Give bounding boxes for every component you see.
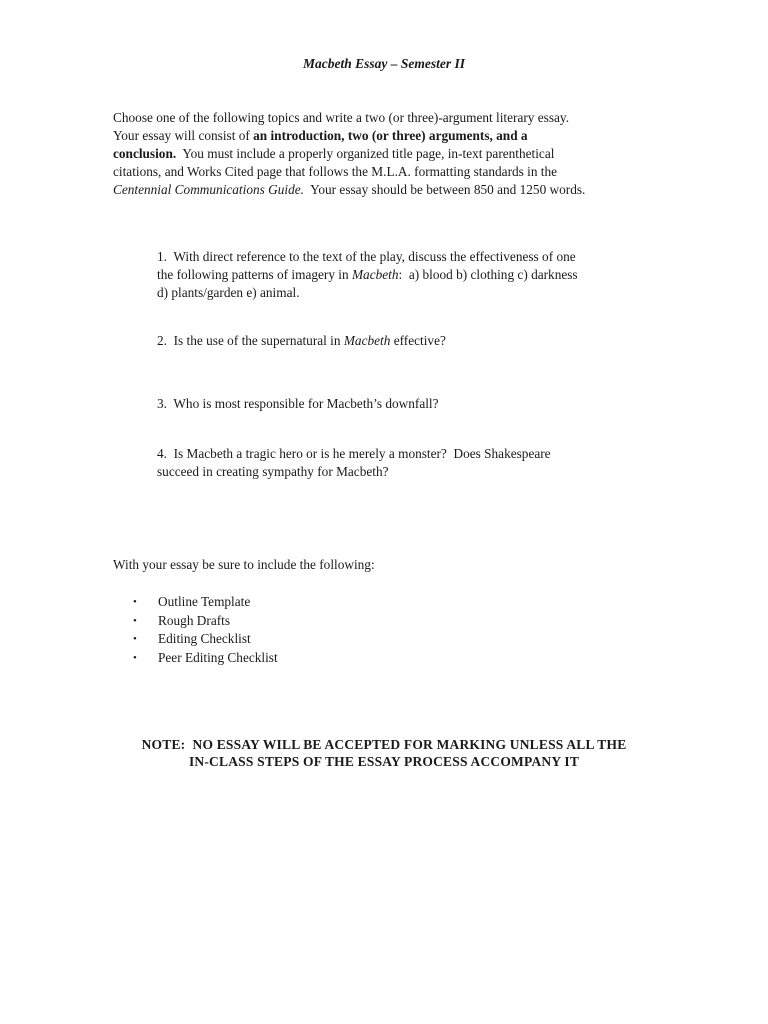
bullet-icon: •: [133, 633, 137, 645]
topic-3: [157, 395, 657, 413]
requirements-list: [113, 593, 278, 667]
instructions-line: [113, 181, 673, 199]
include-intro-text: With your essay be sure to include the following:: [113, 557, 375, 572]
topic-2: [157, 332, 657, 350]
list-item-label: Outline Template: [158, 594, 251, 609]
list-item-label: Rough Drafts: [158, 612, 231, 628]
topic-1: [157, 248, 657, 302]
list-item: [113, 630, 278, 649]
topic-text: : a) blood b) clothing c) darkness: [398, 267, 578, 282]
play-title: Macbeth: [343, 333, 391, 348]
topic-line: 3. Who is most responsible for Macbeth’s downfall?: [157, 396, 439, 411]
note-warning: [0, 736, 768, 770]
topic-text: the following patterns of imagery in: [157, 267, 352, 282]
topic-line: [157, 266, 657, 284]
topic-line: 1. With direct reference to the text of the play, discuss the effectiveness of one: [157, 249, 576, 264]
list-item: [113, 649, 278, 668]
instructions-text: Your essay should be between 850 and 1250 words.: [303, 182, 586, 197]
bullet-icon: •: [133, 596, 137, 608]
instructions-line: [113, 127, 673, 145]
play-title: Macbeth: [351, 267, 399, 282]
bullet-icon: •: [133, 614, 137, 627]
instructions-line: [113, 145, 673, 163]
topic-line: [157, 332, 657, 350]
list-item: [113, 612, 278, 631]
instructions-line: Choose one of the following topics and write a two (or three)-argument literary essay.: [113, 110, 570, 125]
topic-line: succeed in creating sympathy for Macbeth?: [157, 464, 389, 479]
topic-text: effective?: [390, 333, 446, 348]
topic-text: 2. Is the use of the supernatural in: [157, 333, 344, 348]
page-title: Macbeth Essay – Semester II: [303, 56, 465, 71]
guide-title: Centennial Communications Guide.: [113, 182, 304, 197]
topic-4: [157, 445, 657, 481]
instructions-paragraph: [113, 109, 673, 199]
list-item-label: Editing Checklist: [158, 631, 251, 646]
list-item: [113, 593, 278, 612]
note-line: IN-CLASS STEPS OF THE ESSAY PROCESS ACCOMPANY IT: [188, 754, 580, 769]
note-line: NOTE: NO ESSAY WILL BE ACCEPTED FOR MARKING UNLESS ALL THE: [141, 737, 627, 752]
bullet-icon: •: [133, 651, 137, 664]
topic-line: d) plants/garden e) animal.: [157, 285, 300, 300]
instructions-text: You must include a properly organized title page, in-text parenthetical: [176, 146, 555, 161]
instructions-text: Your essay will consist of: [113, 128, 254, 143]
list-item-label: Peer Editing Checklist: [158, 649, 278, 665]
instructions-line: citations, and Works Cited page that follows the M.L.A. formatting standards in the: [113, 164, 558, 179]
instructions-bold-text: an introduction, two (or three) arguments, and a: [253, 128, 528, 143]
instructions-bold-text: conclusion.: [113, 146, 177, 161]
topic-line: 4. Is Macbeth a tragic hero or is he merely a monster? Does Shakespeare: [157, 446, 551, 461]
